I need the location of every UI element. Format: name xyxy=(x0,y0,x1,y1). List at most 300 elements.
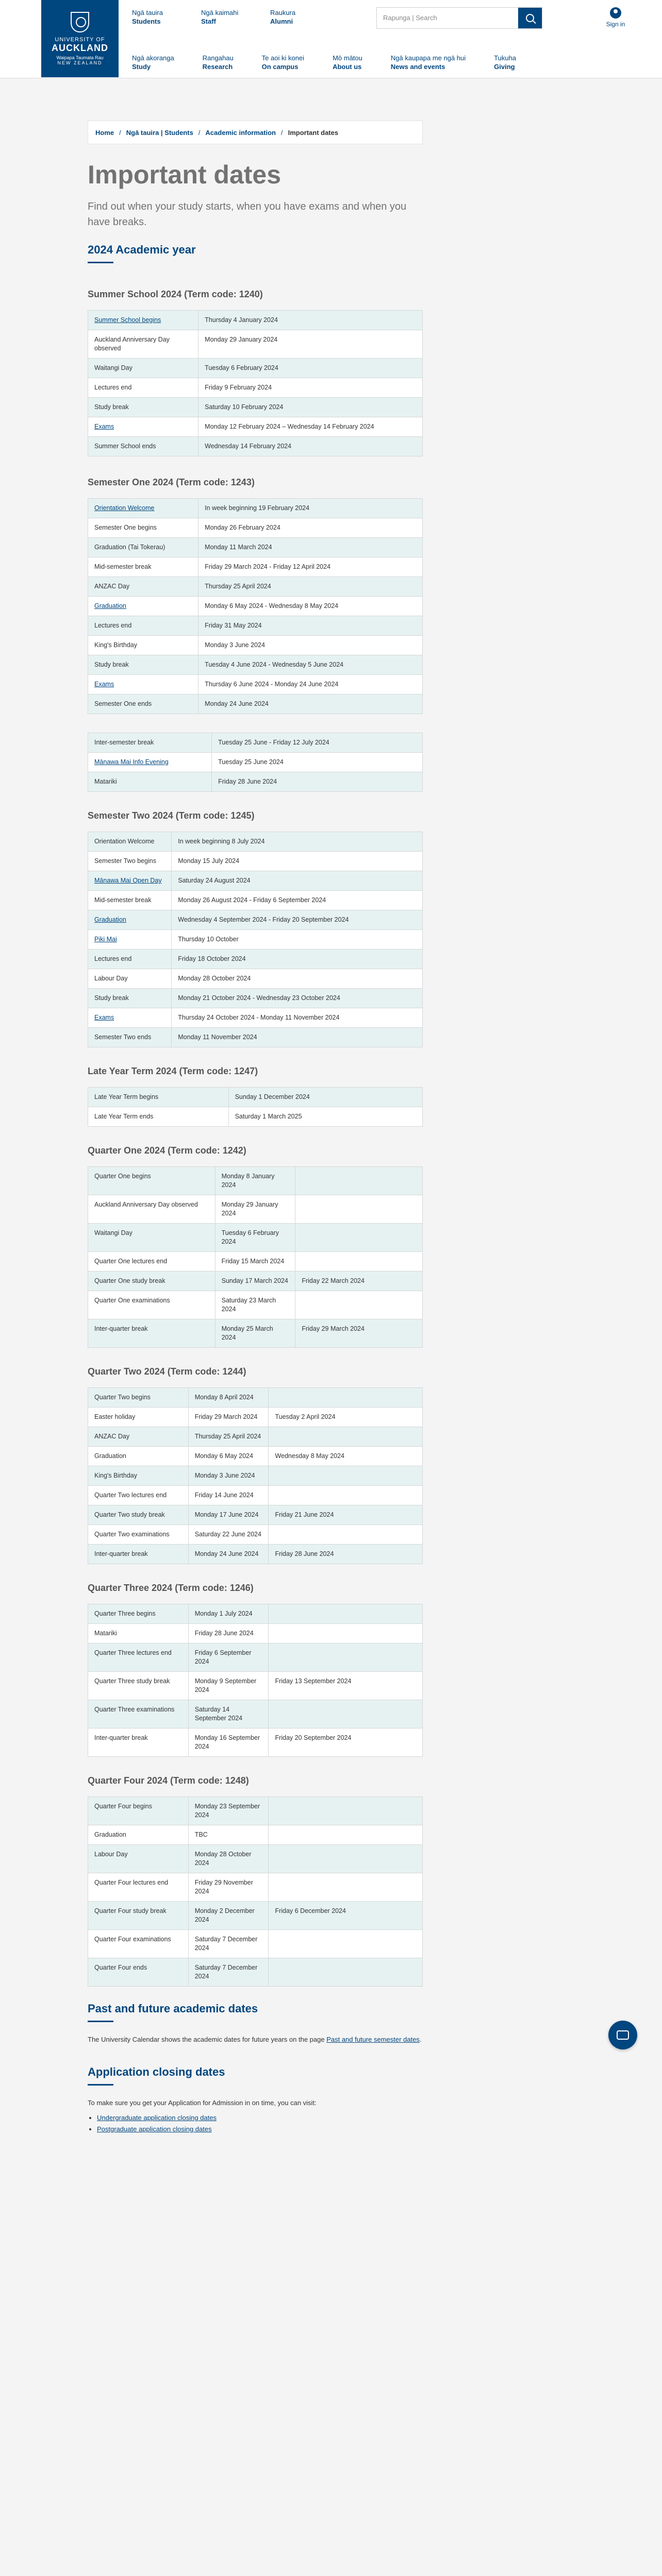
table-row xyxy=(88,1466,423,1486)
date-cell: Monday 6 May 2024 xyxy=(188,1447,269,1466)
event-cell: Auckland Anniversary Day observed xyxy=(88,1195,216,1224)
event-link[interactable]: Piki Mai xyxy=(94,936,117,943)
table-row xyxy=(88,1252,423,1272)
nav-top-label: Rangahau xyxy=(202,54,234,62)
sign-in-button[interactable] xyxy=(600,7,631,28)
date-cell: Friday 14 June 2024 xyxy=(188,1486,269,1505)
dates-table-q3 xyxy=(88,1604,423,1757)
table-row xyxy=(88,1643,423,1672)
date-cell: Monday 26 August 2024 - Friday 6 September 2024 xyxy=(172,891,423,910)
table-row xyxy=(88,1272,423,1291)
date-cell: Monday 2 December 2024 xyxy=(188,1902,269,1930)
page-intro: Find out when your study starts, when you have exams and when you have breaks. xyxy=(88,201,407,228)
date-cell: Monday 26 February 2024 xyxy=(198,518,423,538)
closing-dates-links xyxy=(97,2112,423,2135)
table-row xyxy=(88,1486,423,1505)
nav-study[interactable] xyxy=(132,54,174,71)
event-cell: Labour Day xyxy=(88,1845,189,1873)
breadcrumb-separator: / xyxy=(280,128,283,137)
table-row xyxy=(88,871,423,891)
table-row xyxy=(88,655,423,675)
logo-line-4: NEW ZEALAND xyxy=(57,60,103,65)
date-cell xyxy=(269,1873,423,1902)
event-cell: Quarter Two begins xyxy=(88,1388,189,1408)
table-row xyxy=(88,636,423,655)
breadcrumb-current: Important dates xyxy=(288,128,339,137)
table-row xyxy=(88,499,423,518)
date-cell: Monday 21 October 2024 - Wednesday 23 October 2024 xyxy=(172,989,423,1008)
table-row xyxy=(88,1167,423,1195)
date-cell: Tuesday 25 June - Friday 12 July 2024 xyxy=(212,733,423,753)
date-cell: Thursday 24 October 2024 - Monday 11 November 2024 xyxy=(172,1008,423,1028)
date-cell xyxy=(269,1825,423,1845)
table-row xyxy=(88,1088,423,1107)
event-link[interactable]: Exams xyxy=(94,681,114,688)
table-row xyxy=(88,437,423,456)
event-cell: Semester One begins xyxy=(88,518,198,538)
chat-button[interactable] xyxy=(608,2021,637,2049)
table-row xyxy=(88,1195,423,1224)
nav-bottom-label: News and events xyxy=(390,63,445,71)
table-row xyxy=(88,1525,423,1545)
date-cell: Saturday 22 June 2024 xyxy=(188,1525,269,1545)
table-row xyxy=(88,330,423,359)
table-row xyxy=(88,1008,423,1028)
event-cell: Lectures end xyxy=(88,616,198,636)
date-cell xyxy=(269,1466,423,1486)
site-header xyxy=(0,0,662,78)
date-cell: Monday 15 July 2024 xyxy=(172,852,423,871)
dates-table-sem1 xyxy=(88,498,423,714)
heading-rule xyxy=(88,2084,113,2086)
event-cell: Quarter Three study break xyxy=(88,1672,189,1700)
user-icon xyxy=(610,7,621,19)
event-cell: ANZAC Day xyxy=(88,1427,189,1447)
event-cell: Quarter Four ends xyxy=(88,1958,189,1987)
dates-table-q2 xyxy=(88,1387,423,1564)
date-cell: Monday 12 February 2024 – Wednesday 14 February 2024 xyxy=(198,417,423,437)
event-cell: Quarter One lectures end xyxy=(88,1252,216,1272)
date-cell xyxy=(295,1291,423,1319)
undergraduate-closing-dates-link[interactable]: Undergraduate application closing dates xyxy=(97,2114,217,2122)
search-button[interactable] xyxy=(518,8,542,28)
table-row xyxy=(88,694,423,714)
date-cell: Tuesday 6 February 2024 xyxy=(198,359,423,378)
table-row xyxy=(88,1624,423,1643)
date-cell: Friday 20 September 2024 xyxy=(269,1728,423,1757)
table-row xyxy=(88,1107,423,1127)
date-cell xyxy=(295,1195,423,1224)
date-cell: Monday 29 January 2024 xyxy=(215,1195,295,1224)
event-cell: Quarter Two lectures end xyxy=(88,1486,189,1505)
table-row xyxy=(88,910,423,930)
logo-line-3: Waipapa Taumata Rau xyxy=(56,55,104,60)
date-cell: Thursday 4 January 2024 xyxy=(198,311,423,330)
nav-on-campus[interactable] xyxy=(262,54,304,71)
event-cell xyxy=(88,311,198,330)
date-cell: Monday 11 November 2024 xyxy=(172,1028,423,1047)
list-item xyxy=(97,2124,423,2135)
university-logo[interactable] xyxy=(41,0,119,77)
event-link[interactable]: Graduation xyxy=(94,602,126,609)
event-cell: Summer School ends xyxy=(88,437,198,456)
nav-staff[interactable] xyxy=(201,8,270,26)
date-cell: Monday 25 March 2024 xyxy=(215,1319,295,1348)
date-cell: Tuesday 6 February 2024 xyxy=(215,1224,295,1252)
dates-table-q4 xyxy=(88,1797,423,1987)
event-cell: King's Birthday xyxy=(88,636,198,655)
table-row xyxy=(88,675,423,694)
date-cell: Wednesday 14 February 2024 xyxy=(198,437,423,456)
event-link[interactable]: Exams xyxy=(94,1014,114,1021)
event-cell: Waitangi Day xyxy=(88,1224,216,1252)
event-cell: Quarter Four examinations xyxy=(88,1930,189,1958)
event-cell: Mid-semester break xyxy=(88,891,172,910)
past-future-text-end: . xyxy=(419,2036,422,2043)
nav-bottom-label: On campus xyxy=(261,63,299,71)
crest-icon xyxy=(71,12,89,32)
event-cell: Semester Two begins xyxy=(88,852,172,871)
audience-nav xyxy=(132,8,339,26)
nav-students[interactable] xyxy=(132,8,201,26)
date-cell: Monday 8 April 2024 xyxy=(188,1388,269,1408)
date-cell: Monday 3 June 2024 xyxy=(188,1466,269,1486)
nav-top-label: Ngā kaupapa me ngā hui xyxy=(390,54,466,62)
table-row xyxy=(88,1845,423,1873)
event-cell: Quarter Three examinations xyxy=(88,1700,189,1728)
date-cell: Friday 15 March 2024 xyxy=(215,1252,295,1272)
date-cell: Friday 9 February 2024 xyxy=(198,378,423,398)
nav-bottom-label: About us xyxy=(333,63,362,71)
date-cell: Friday 13 September 2024 xyxy=(269,1672,423,1700)
event-cell: Quarter Three begins xyxy=(88,1604,189,1624)
dates-table-sem2 xyxy=(88,832,423,1047)
event-cell: Waitangi Day xyxy=(88,359,198,378)
search-icon xyxy=(526,14,534,22)
date-cell xyxy=(269,1388,423,1408)
event-cell: Graduation xyxy=(88,1825,189,1845)
table-title-q3: Quarter Three 2024 (Term code: 1246) xyxy=(88,1583,254,1593)
event-cell: Study break xyxy=(88,655,198,675)
table-row xyxy=(88,989,423,1008)
date-cell: Thursday 10 October xyxy=(172,930,423,950)
dates-table-lateyear xyxy=(88,1087,423,1127)
table-title-sem1: Semester One 2024 (Term code: 1243) xyxy=(88,477,255,487)
closing-dates-heading: Application closing dates xyxy=(88,2065,225,2078)
event-cell: King's Birthday xyxy=(88,1466,189,1486)
table-row xyxy=(88,359,423,378)
date-cell: Saturday 23 March 2024 xyxy=(215,1291,295,1319)
date-cell: Monday 1 July 2024 xyxy=(188,1604,269,1624)
event-link[interactable]: Orientation Welcome xyxy=(94,504,155,512)
date-cell xyxy=(269,1604,423,1624)
event-cell: Labour Day xyxy=(88,969,172,989)
date-cell xyxy=(269,1958,423,1987)
event-cell: Mid-semester break xyxy=(88,557,198,577)
table-row xyxy=(88,930,423,950)
event-cell: Late Year Term begins xyxy=(88,1088,229,1107)
table-row xyxy=(88,1728,423,1757)
page-title: Important dates xyxy=(88,160,282,189)
date-cell: Friday 29 March 2024 - Friday 12 April 2024 xyxy=(198,557,423,577)
breadcrumb-separator: / xyxy=(119,128,121,137)
event-cell xyxy=(88,597,198,616)
academic-year-heading: 2024 Academic year xyxy=(88,243,196,256)
past-future-text-body: The University Calendar shows the academic dates for future years on the page xyxy=(88,2036,327,2043)
event-cell: ANZAC Day xyxy=(88,577,198,597)
nav-alumni[interactable] xyxy=(270,8,339,26)
date-cell: Thursday 25 April 2024 xyxy=(188,1427,269,1447)
date-cell: In week beginning 8 July 2024 xyxy=(172,832,423,852)
date-cell xyxy=(269,1797,423,1825)
event-link[interactable]: Summer School begins xyxy=(94,316,161,324)
event-cell: Inter-semester break xyxy=(88,733,212,753)
event-cell: Orientation Welcome xyxy=(88,832,172,852)
nav-top-label: Raukura xyxy=(270,9,296,16)
nav-bottom-label: Study xyxy=(132,63,151,71)
table-row xyxy=(88,950,423,969)
heading-rule xyxy=(88,2021,113,2022)
date-cell xyxy=(269,1427,423,1447)
nav-top-label: Ngā tauira xyxy=(132,9,163,16)
nav-research[interactable] xyxy=(203,54,234,71)
date-cell xyxy=(269,1643,423,1672)
event-link[interactable]: Graduation xyxy=(94,916,126,923)
date-cell: Monday 9 September 2024 xyxy=(188,1672,269,1700)
date-cell xyxy=(269,1930,423,1958)
event-cell xyxy=(88,417,198,437)
breadcrumb-students[interactable]: Ngā tauira | Students xyxy=(126,128,193,137)
event-link[interactable]: Exams xyxy=(94,423,114,430)
date-cell: Thursday 6 June 2024 - Monday 24 June 2024 xyxy=(198,675,423,694)
event-cell xyxy=(88,753,212,772)
date-cell: Monday 8 January 2024 xyxy=(215,1167,295,1195)
event-cell: Semester Two ends xyxy=(88,1028,172,1047)
event-cell: Study break xyxy=(88,398,198,417)
breadcrumb-academic-information[interactable]: Academic information xyxy=(205,128,276,137)
date-cell xyxy=(269,1700,423,1728)
chat-icon xyxy=(617,2030,629,2040)
date-cell: Monday 11 March 2024 xyxy=(198,538,423,557)
date-cell: Friday 29 March 2024 xyxy=(295,1319,423,1348)
table-row xyxy=(88,1797,423,1825)
date-cell: Sunday 1 December 2024 xyxy=(228,1088,422,1107)
date-cell: Friday 28 June 2024 xyxy=(188,1624,269,1643)
table-row xyxy=(88,772,423,792)
date-cell: Tuesday 25 June 2024 xyxy=(212,753,423,772)
event-cell xyxy=(88,1008,172,1028)
table-row xyxy=(88,1958,423,1987)
date-cell: Saturday 24 August 2024 xyxy=(172,871,423,891)
nav-bottom-label: Giving xyxy=(494,63,515,71)
date-cell: Saturday 1 March 2025 xyxy=(228,1107,422,1127)
date-cell: Friday 21 June 2024 xyxy=(269,1505,423,1525)
date-cell: Saturday 7 December 2024 xyxy=(188,1958,269,1987)
date-cell: Friday 29 November 2024 xyxy=(188,1873,269,1902)
past-future-heading: Past and future academic dates xyxy=(88,2002,258,2015)
table-title-summer: Summer School 2024 (Term code: 1240) xyxy=(88,289,263,299)
date-cell: Wednesday 8 May 2024 xyxy=(269,1447,423,1466)
table-row xyxy=(88,1930,423,1958)
nav-top-label: Mō mātou xyxy=(333,54,362,62)
date-cell: In week beginning 19 February 2024 xyxy=(198,499,423,518)
table-row xyxy=(88,597,423,616)
event-cell: Quarter Four study break xyxy=(88,1902,189,1930)
date-cell: Monday 29 January 2024 xyxy=(198,330,423,359)
table-row xyxy=(88,1028,423,1047)
table-row xyxy=(88,891,423,910)
date-cell: Friday 6 December 2024 xyxy=(269,1902,423,1930)
logo-line-1: UNIVERSITY OF xyxy=(55,37,105,43)
nav-top-label: Te aoi ki konei xyxy=(261,54,305,62)
date-cell: Monday 3 June 2024 xyxy=(198,636,423,655)
event-cell: Matariki xyxy=(88,1624,189,1643)
event-cell: Inter-quarter break xyxy=(88,1319,216,1348)
date-cell: Friday 31 May 2024 xyxy=(198,616,423,636)
sign-in-label: Sign in xyxy=(606,21,625,28)
table-row xyxy=(88,1604,423,1624)
event-cell: Late Year Term ends xyxy=(88,1107,229,1127)
date-cell xyxy=(269,1845,423,1873)
search-box xyxy=(376,7,542,29)
table-row xyxy=(88,1873,423,1902)
date-cell: TBC xyxy=(188,1825,269,1845)
main-content xyxy=(0,78,662,2576)
dates-table-q1 xyxy=(88,1166,423,1348)
table-row xyxy=(88,1388,423,1408)
table-row xyxy=(88,1505,423,1525)
date-cell xyxy=(269,1525,423,1545)
date-cell xyxy=(269,1486,423,1505)
event-link[interactable]: Mānawa Mai Open Day xyxy=(94,877,162,884)
table-row xyxy=(88,417,423,437)
search-input[interactable]: Rapunga | Search xyxy=(383,14,437,22)
list-item xyxy=(97,2112,423,2124)
postgraduate-closing-dates-link[interactable]: Postgraduate application closing dates xyxy=(97,2125,212,2133)
event-cell: Lectures end xyxy=(88,950,172,969)
table-title-sem2: Semester Two 2024 (Term code: 1245) xyxy=(88,810,255,821)
event-cell xyxy=(88,675,198,694)
event-cell: Quarter Four begins xyxy=(88,1797,189,1825)
table-row xyxy=(88,852,423,871)
event-cell: Quarter Two study break xyxy=(88,1505,189,1525)
breadcrumb xyxy=(88,121,423,144)
table-row xyxy=(88,753,423,772)
nav-bottom-label: Staff xyxy=(201,18,216,25)
date-cell: Monday 28 October 2024 xyxy=(172,969,423,989)
breadcrumb-home[interactable]: Home xyxy=(95,128,114,137)
table-row xyxy=(88,733,423,753)
date-cell xyxy=(295,1167,423,1195)
table-row xyxy=(88,1408,423,1427)
event-cell: Lectures end xyxy=(88,378,198,398)
event-cell: Quarter Two examinations xyxy=(88,1525,189,1545)
date-cell: Friday 18 October 2024 xyxy=(172,950,423,969)
table-title-q4: Quarter Four 2024 (Term code: 1248) xyxy=(88,1775,249,1786)
date-cell: Friday 6 September 2024 xyxy=(188,1643,269,1672)
date-cell: Friday 29 March 2024 xyxy=(188,1408,269,1427)
event-cell: Quarter Three lectures end xyxy=(88,1643,189,1672)
nav-about-us[interactable] xyxy=(333,54,362,71)
nav-giving[interactable] xyxy=(494,54,516,71)
date-cell xyxy=(295,1252,423,1272)
table-row xyxy=(88,398,423,417)
date-cell: Saturday 10 February 2024 xyxy=(198,398,423,417)
table-row xyxy=(88,1825,423,1845)
event-cell: Matariki xyxy=(88,772,212,792)
table-row xyxy=(88,1700,423,1728)
date-cell: Friday 28 June 2024 xyxy=(212,772,423,792)
event-cell: Auckland Anniversary Day observed xyxy=(88,330,198,359)
date-cell: Thursday 25 April 2024 xyxy=(198,577,423,597)
dates-table-summer xyxy=(88,310,423,456)
date-cell: Monday 6 May 2024 - Wednesday 8 May 2024 xyxy=(198,597,423,616)
event-cell: Quarter One study break xyxy=(88,1272,216,1291)
nav-bottom-label: Research xyxy=(202,63,233,71)
nav-top-label: Ngā kaimahi xyxy=(201,9,239,16)
event-cell: Graduation (Tai Tokerau) xyxy=(88,538,198,557)
table-row xyxy=(88,616,423,636)
date-cell xyxy=(295,1224,423,1252)
table-row xyxy=(88,1447,423,1466)
date-cell: Wednesday 4 September 2024 - Friday 20 September 2024 xyxy=(172,910,423,930)
logo-line-2: AUCKLAND xyxy=(52,43,108,53)
event-cell xyxy=(88,930,172,950)
event-cell xyxy=(88,499,198,518)
table-row xyxy=(88,538,423,557)
nav-bottom-label: Alumni xyxy=(270,18,293,25)
event-cell: Easter holiday xyxy=(88,1408,189,1427)
table-row xyxy=(88,1319,423,1348)
date-cell: Sunday 17 March 2024 xyxy=(215,1272,295,1291)
dates-table-inter xyxy=(88,733,423,792)
event-cell: Graduation xyxy=(88,1447,189,1466)
table-row xyxy=(88,1672,423,1700)
nav-top-label: Ngā akoranga xyxy=(132,54,174,62)
event-link[interactable]: Mānawa Mai Info Evening xyxy=(94,758,169,766)
date-cell: Monday 24 June 2024 xyxy=(198,694,423,714)
date-cell: Friday 22 March 2024 xyxy=(295,1272,423,1291)
table-row xyxy=(88,1545,423,1564)
date-cell: Tuesday 2 April 2024 xyxy=(269,1408,423,1427)
nav-bottom-label: Students xyxy=(132,18,161,25)
event-cell: Study break xyxy=(88,989,172,1008)
breadcrumb-separator: / xyxy=(198,128,201,137)
table-row xyxy=(88,378,423,398)
date-cell xyxy=(269,1624,423,1643)
table-row xyxy=(88,518,423,538)
table-row xyxy=(88,557,423,577)
table-row xyxy=(88,1427,423,1447)
event-cell xyxy=(88,871,172,891)
date-cell: Friday 28 June 2024 xyxy=(269,1545,423,1564)
table-row xyxy=(88,577,423,597)
event-cell: Quarter Four lectures end xyxy=(88,1873,189,1902)
table-row xyxy=(88,1224,423,1252)
table-row xyxy=(88,1291,423,1319)
dates-tables xyxy=(88,289,423,1987)
event-cell xyxy=(88,910,172,930)
main-nav xyxy=(132,54,544,71)
event-cell: Quarter One examinations xyxy=(88,1291,216,1319)
nav-top-label: Tukuha xyxy=(494,54,517,62)
past-future-dates-link[interactable]: Past and future semester dates xyxy=(326,2036,420,2043)
table-title-q1: Quarter One 2024 (Term code: 1242) xyxy=(88,1145,246,1156)
event-cell: Semester One ends xyxy=(88,694,198,714)
content-column xyxy=(88,78,423,2135)
table-row xyxy=(88,311,423,330)
nav-news-events[interactable] xyxy=(391,54,466,71)
